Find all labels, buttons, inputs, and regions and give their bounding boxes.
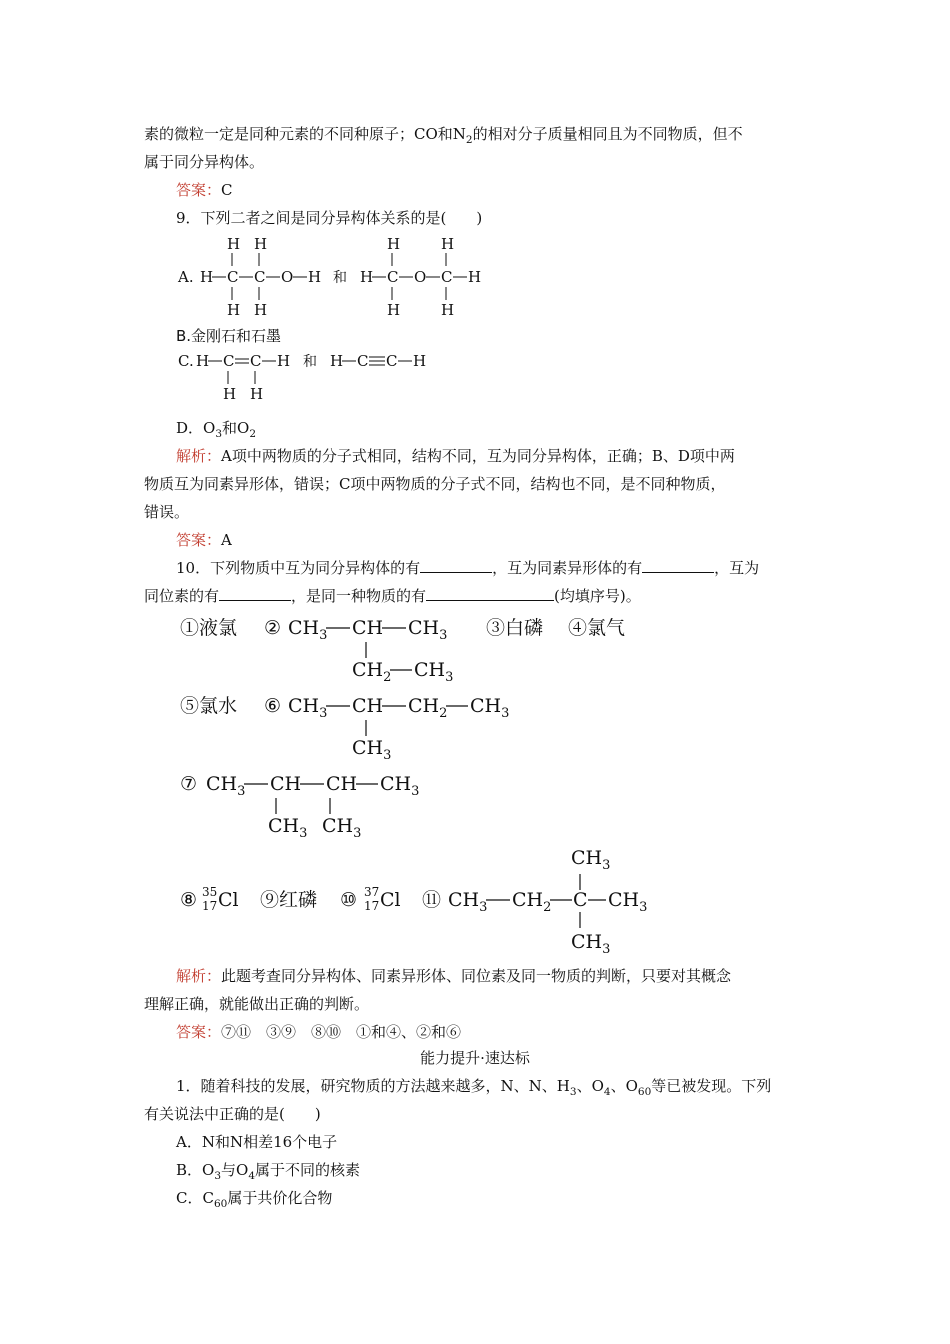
intro-line-1: 素的微粒一定是同种元素的不同种原子；CO和$N_2$的相对分子质量相同且为不同物质，但不: [144, 125, 743, 146]
svg-text:H: H: [360, 268, 374, 286]
p1-option-a: A．N和N相差16个电子: [176, 1133, 338, 1151]
q10-stem-1: 10．下列物质中互为同分异构体的有 ，互为同素异形体的有 ，互为: [176, 559, 760, 577]
svg-text:H: H: [468, 268, 482, 286]
q10-blank-same-substance: [426, 586, 554, 601]
svg-text:H: H: [387, 235, 401, 253]
q9-stem: 9．下列二者之间是同分异构体关系的是( ): [176, 209, 483, 227]
svg-text:C: C: [223, 352, 235, 370]
q9-option-c-structures: [170, 346, 450, 406]
q10-blank-isomers: [420, 558, 492, 573]
q10-analysis-1: 解析：此题考查同分异构体、同素异形体、同位素及同一物质的判断，只要对其概念: [176, 967, 732, 985]
q10-item-3: ③白磷: [486, 617, 544, 639]
q10-substances-figure: [176, 612, 676, 962]
svg-text:37: 37: [364, 885, 380, 899]
q10-item-6-marker: ⑥: [264, 695, 282, 717]
svg-text:O: O: [414, 268, 427, 286]
q9-analysis-3: 错误。: [144, 503, 190, 521]
q9-option-b: B.金刚石和石墨: [176, 327, 282, 345]
svg-text:CH2: $CH_2$: [512, 889, 552, 915]
q10-item-4: ④氯气: [568, 617, 626, 639]
svg-text:H: H: [277, 352, 291, 370]
svg-text:CH3: $CH_3$: [571, 847, 611, 873]
svg-text:H: H: [330, 352, 344, 370]
svg-text:C: C: [357, 352, 369, 370]
svg-text:CH: CH: [352, 695, 384, 717]
svg-text:CH3: $CH_3$: [470, 695, 510, 721]
svg-text:CH: CH: [326, 773, 358, 795]
svg-text:H: H: [227, 235, 241, 253]
svg-text:H: H: [254, 301, 268, 319]
svg-text:H: H: [227, 301, 241, 319]
svg-text:H: H: [308, 268, 322, 286]
svg-text:C: C: [441, 268, 453, 286]
q10-blank-isotopes: [219, 586, 291, 601]
svg-text:CH3: $CH_3$: [322, 815, 362, 841]
q10-item-8-marker: ⑧: [180, 889, 198, 911]
q10-item-11-marker: ⑪: [422, 889, 442, 911]
svg-text:H: H: [223, 385, 237, 403]
p1-option-b: B．$O_3$与$O_4$属于不同的核素: [176, 1161, 361, 1182]
svg-text:H: H: [200, 268, 214, 286]
p1-option-c: C．$C_{60}$属于共价化合物: [176, 1189, 333, 1210]
q9-answer: 答案：A: [176, 531, 232, 549]
svg-text:CH3: $CH_3$: [288, 617, 328, 643]
q10-stem-2: 同位素的有 ，是同一种物质的有 (均填序号)。: [144, 587, 641, 605]
svg-text:35: 35: [202, 885, 218, 899]
svg-text:C: C: [250, 352, 262, 370]
svg-text:Cl: Cl: [218, 889, 239, 911]
q10-item-2-marker: ②: [264, 617, 282, 639]
svg-text:Cl: Cl: [380, 889, 401, 911]
svg-text:CH: CH: [352, 617, 384, 639]
q10-item-9: ⑨红磷: [260, 889, 318, 911]
svg-text:CH3: $CH_3$: [448, 889, 488, 915]
q9-option-c-label: C.: [178, 352, 194, 370]
q10-analysis-2: 理解正确，就能做出正确的判断。: [144, 995, 370, 1013]
svg-text:H: H: [441, 301, 455, 319]
svg-text:H: H: [254, 235, 268, 253]
svg-text:CH3: $CH_3$: [288, 695, 328, 721]
svg-text:C: C: [386, 352, 398, 370]
p1-stem-2: 有关说法中正确的是( ): [144, 1105, 321, 1123]
svg-text:CH3: $CH_3$: [408, 617, 448, 643]
q9-option-d: D．$O_3$和$O_2$: [176, 419, 257, 440]
q10-blank-allotropes: [642, 558, 714, 573]
svg-text:O: O: [281, 268, 294, 286]
svg-text:17: 17: [202, 899, 218, 913]
svg-text:H: H: [441, 235, 455, 253]
p1-stem-1: 1．随着科技的发展，研究物质的方法越来越多，N、N、$H_3$、$O_4$、$O_{60}$等已被发现。下列: [176, 1077, 772, 1098]
svg-text:H: H: [196, 352, 210, 370]
q10-answer: 答案：⑦⑪ ③⑨ ⑧⑩ ①和④、②和⑥: [176, 1023, 462, 1041]
q9-option-a-label: A.: [178, 268, 194, 286]
q10-item-5: ⑤氯水: [180, 695, 238, 717]
svg-text:CH3: $CH_3$: [352, 737, 392, 763]
q10-item-7-marker: ⑦: [180, 773, 198, 795]
svg-text:C: C: [227, 268, 239, 286]
svg-text:C: C: [254, 268, 266, 286]
q9-analysis-2: 物质互为同素异形体，错误；C项中两物质的分子式不同，结构也不同，是不同种物质，: [144, 475, 726, 493]
intro-answer: 答案：C: [176, 181, 233, 199]
svg-text:H: H: [413, 352, 427, 370]
svg-text:C: C: [573, 889, 588, 911]
q9-option-c-and: 和: [303, 354, 317, 370]
svg-text:CH2: $CH_2$: [408, 695, 448, 721]
svg-text:17: 17: [364, 899, 380, 913]
q10-item-10-marker: ⑩: [340, 889, 358, 911]
q9-option-a-and: 和: [333, 270, 347, 286]
section-title: 能力提升·速达标: [420, 1049, 530, 1067]
q9-option-a-structures: [170, 232, 510, 324]
svg-text:CH3: $CH_3$: [380, 773, 420, 799]
svg-text:CH3: $CH_3$: [608, 889, 648, 915]
svg-text:C: C: [387, 268, 399, 286]
intro-line-2: 属于同分异构体。: [144, 153, 265, 171]
svg-text:CH2: $CH_2$: [352, 659, 392, 685]
svg-text:H: H: [387, 301, 401, 319]
q10-item-1: ①液氯: [180, 617, 238, 639]
svg-text:CH3: $CH_3$: [414, 659, 454, 685]
svg-text:CH: CH: [270, 773, 302, 795]
svg-text:CH3: $CH_3$: [206, 773, 246, 799]
svg-text:CH3: $CH_3$: [571, 931, 611, 957]
svg-text:CH3: $CH_3$: [268, 815, 308, 841]
q9-analysis-1: 解析：A项中两物质的分子式相同，结构不同，互为同分异构体，正确；B、D项中两: [176, 447, 735, 465]
svg-text:H: H: [250, 385, 264, 403]
